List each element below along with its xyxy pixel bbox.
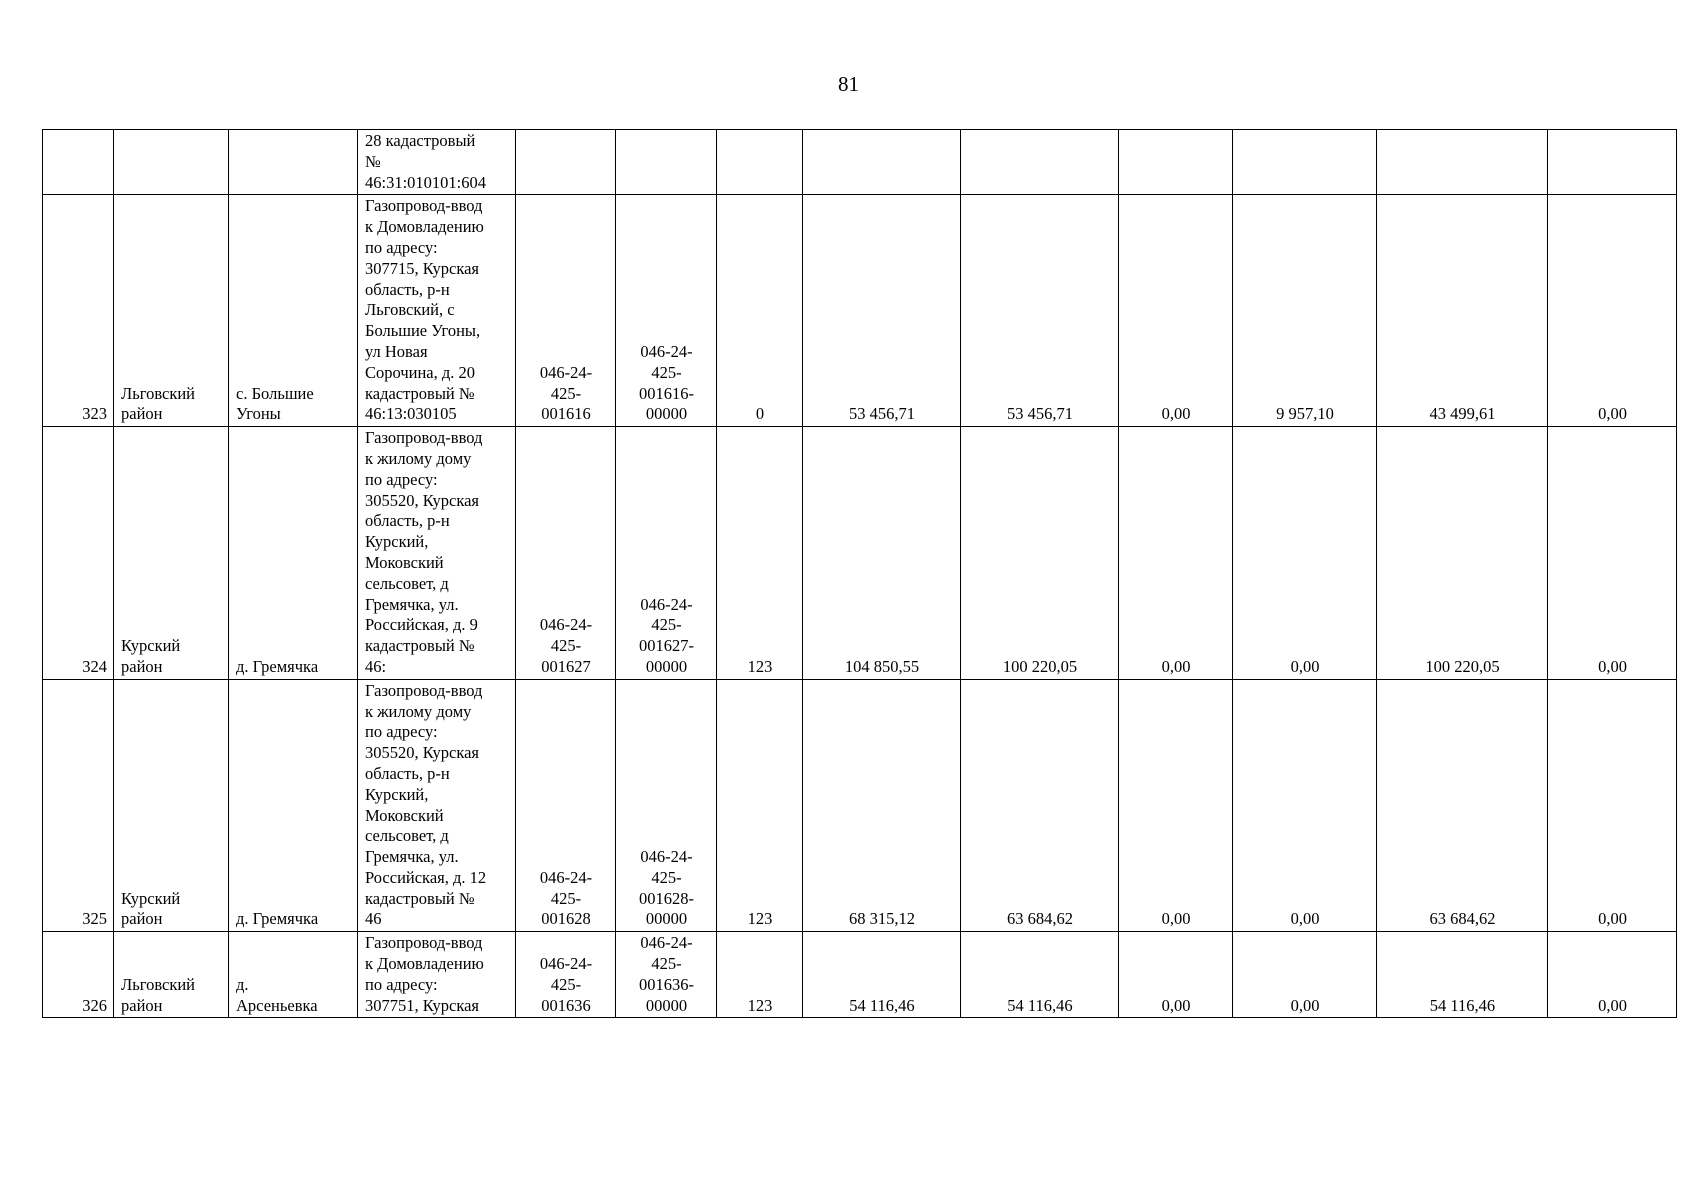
cell-empty xyxy=(961,130,1119,195)
cell-value-8: 53 456,71 xyxy=(803,195,961,427)
cell-row-number: 324 xyxy=(43,427,114,680)
cell-value-12: 63 684,62 xyxy=(1377,679,1548,932)
cell-description: Газопровод-ввод к жилому дому по адресу: 305520, Курская область, р-н Курский, Моковский сельсовет, д Гремячка, ул. Российская, д. 12 кадастровый № 46 xyxy=(358,679,516,932)
cell-value-8: 104 850,55 xyxy=(803,427,961,680)
cell-empty xyxy=(114,130,229,195)
cell-value-11: 0,00 xyxy=(1233,427,1377,680)
cell-value-13: 0,00 xyxy=(1548,427,1677,680)
cell-empty xyxy=(1377,130,1548,195)
cell-description: Газопровод-ввод к жилому дому по адресу: 305520, Курская область, р-н Курский, Моковский сельсовет, д Гремячка, ул. Российская, д. 9 кадастровый № 46: xyxy=(358,427,516,680)
cell-description: 28 кадастровый № 46:31:010101:604 xyxy=(358,130,516,195)
table-row xyxy=(43,932,1677,1018)
cell-value-13: 0,00 xyxy=(1548,679,1677,932)
cell-code-full: 046-24- 425- 001628- 00000 xyxy=(616,679,717,932)
cell-locality: д. Гремячка xyxy=(229,427,358,680)
cell-empty xyxy=(803,130,961,195)
cell-value-7: 0 xyxy=(717,195,803,427)
cell-description: Газопровод-ввод к Домовладению по адресу: 307751, Курская xyxy=(358,932,516,1018)
cell-district: Курский район xyxy=(114,427,229,680)
cell-code: 046-24- 425- 001628 xyxy=(516,679,616,932)
cell-value-12: 43 499,61 xyxy=(1377,195,1548,427)
cell-value-12: 54 116,46 xyxy=(1377,932,1548,1018)
cell-value-9: 100 220,05 xyxy=(961,427,1119,680)
cell-value-10: 0,00 xyxy=(1119,195,1233,427)
cell-code: 046-24- 425- 001636 xyxy=(516,932,616,1018)
table-row-continuation xyxy=(43,130,1677,195)
cell-value-10: 0,00 xyxy=(1119,679,1233,932)
cell-locality: д. Гремячка xyxy=(229,679,358,932)
cell-district: Льговский район xyxy=(114,195,229,427)
cell-code-full: 046-24- 425- 001627- 00000 xyxy=(616,427,717,680)
cell-value-13: 0,00 xyxy=(1548,932,1677,1018)
cell-empty xyxy=(1119,130,1233,195)
cell-district: Льговский район xyxy=(114,932,229,1018)
cell-row-number: 323 xyxy=(43,195,114,427)
page-number: 81 xyxy=(838,72,859,96)
cell-value-10: 0,00 xyxy=(1119,932,1233,1018)
cell-code-full: 046-24- 425- 001616- 00000 xyxy=(616,195,717,427)
table-row xyxy=(43,427,1677,680)
cell-empty xyxy=(717,130,803,195)
cell-empty xyxy=(516,130,616,195)
cell-empty xyxy=(616,130,717,195)
cell-value-9: 54 116,46 xyxy=(961,932,1119,1018)
cell-row-number: 326 xyxy=(43,932,114,1018)
cell-empty xyxy=(1548,130,1677,195)
cell-value-7: 123 xyxy=(717,932,803,1018)
cell-description: Газопровод-ввод к Домовладению по адресу: 307715, Курская область, р-н Льговский, с Большие Угоны, ул Новая Сорочина, д. 20 кадастровый № 46:13:030105 xyxy=(358,195,516,427)
cell-district: Курский район xyxy=(114,679,229,932)
cell-empty xyxy=(1233,130,1377,195)
cell-value-11: 0,00 xyxy=(1233,679,1377,932)
cell-value-9: 53 456,71 xyxy=(961,195,1119,427)
cell-code: 046-24- 425- 001627 xyxy=(516,427,616,680)
registry-table xyxy=(42,129,1677,1018)
cell-value-12: 100 220,05 xyxy=(1377,427,1548,680)
cell-value-8: 68 315,12 xyxy=(803,679,961,932)
cell-value-7: 123 xyxy=(717,679,803,932)
cell-empty xyxy=(229,130,358,195)
cell-value-8: 54 116,46 xyxy=(803,932,961,1018)
cell-value-9: 63 684,62 xyxy=(961,679,1119,932)
cell-code-full: 046-24- 425- 001636- 00000 xyxy=(616,932,717,1018)
cell-value-11: 0,00 xyxy=(1233,932,1377,1018)
cell-empty xyxy=(43,130,114,195)
table-row xyxy=(43,679,1677,932)
cell-value-7: 123 xyxy=(717,427,803,680)
cell-value-11: 9 957,10 xyxy=(1233,195,1377,427)
table-row xyxy=(43,195,1677,427)
cell-value-13: 0,00 xyxy=(1548,195,1677,427)
cell-value-10: 0,00 xyxy=(1119,427,1233,680)
cell-code: 046-24- 425- 001616 xyxy=(516,195,616,427)
cell-locality: с. Большие Угоны xyxy=(229,195,358,427)
cell-locality: д. Арсеньевка xyxy=(229,932,358,1018)
cell-row-number: 325 xyxy=(43,679,114,932)
